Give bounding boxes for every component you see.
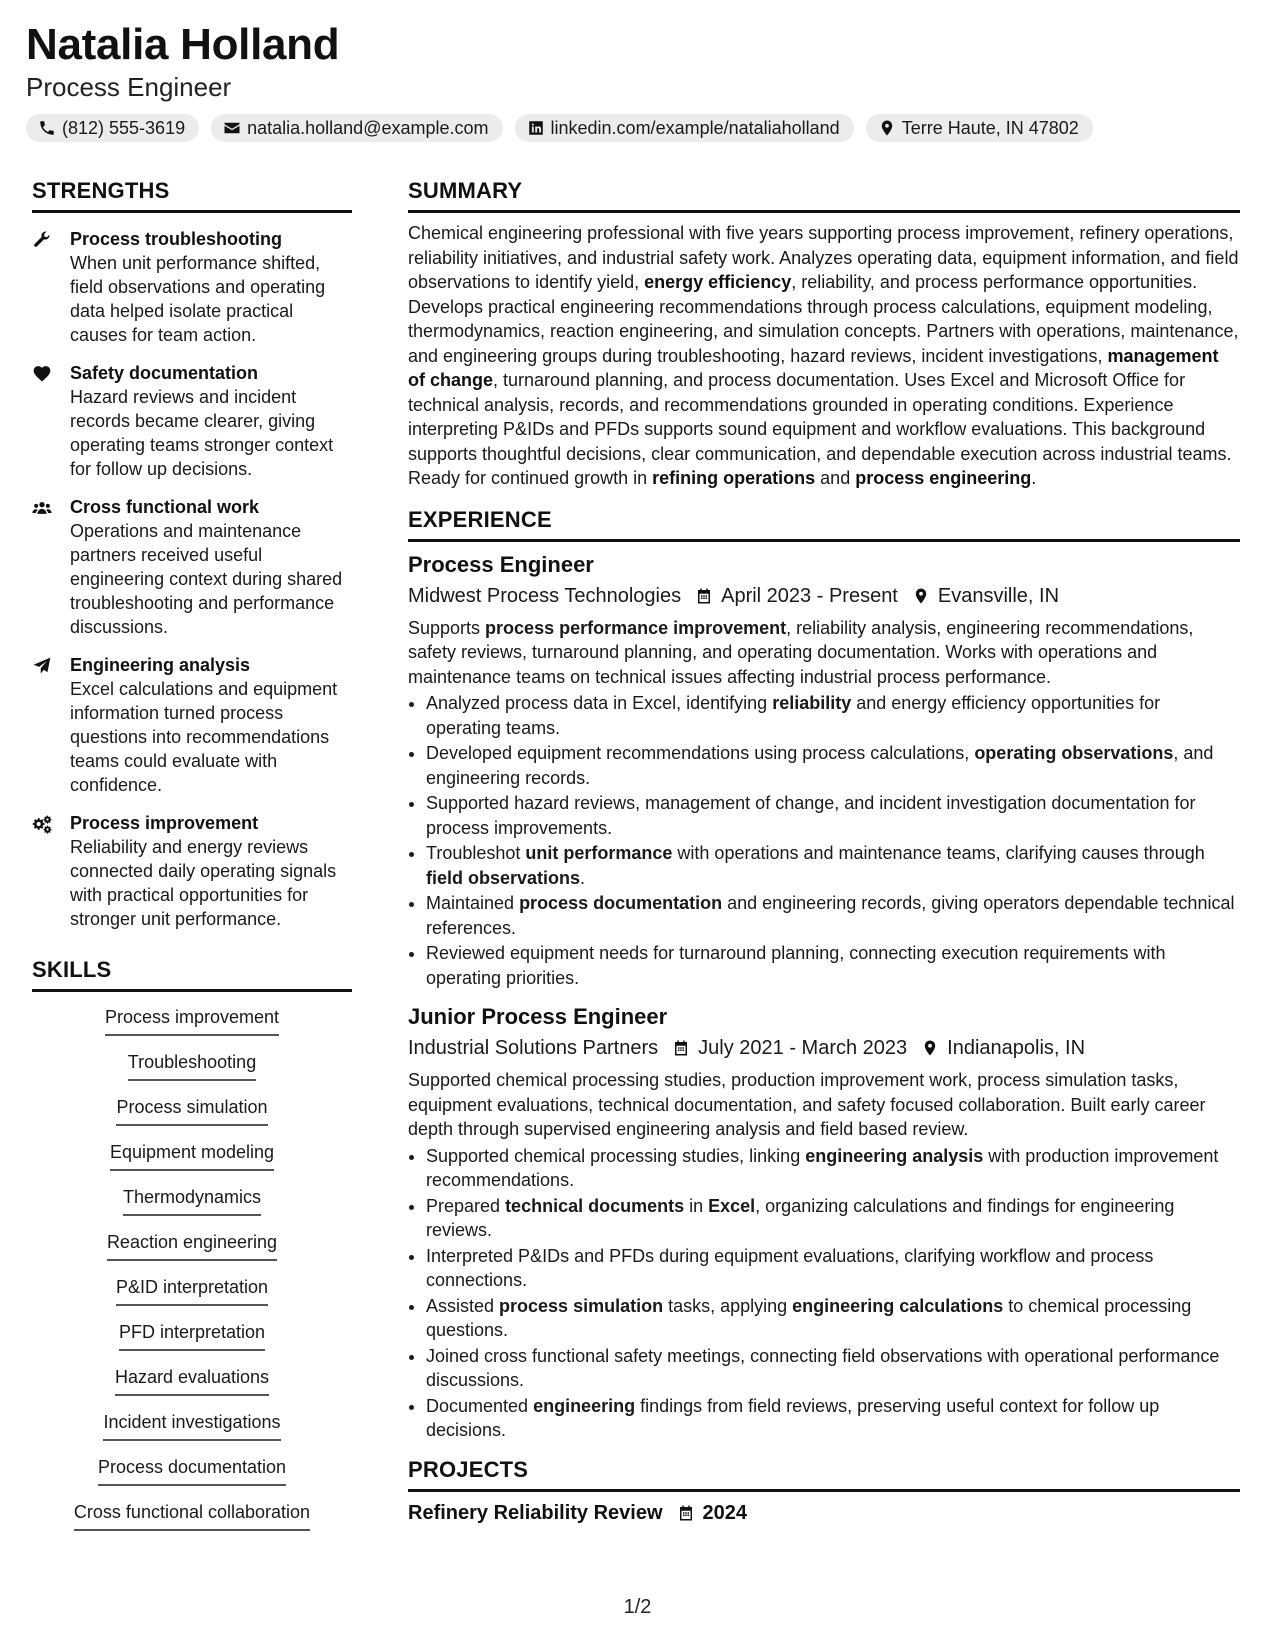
bold-text: field observations	[426, 867, 581, 888]
job-bullets	[408, 1144, 1240, 1443]
skill-tag: Process simulation	[116, 1094, 267, 1126]
projects-heading: PROJECTS	[408, 1457, 1240, 1492]
contact-location-text: Terre Haute, IN 47802	[901, 117, 1079, 138]
map-pin-icon	[878, 119, 896, 137]
summary-text: Chemical engineering professional with five years supporting process improvement, refinery operations, reliability initiatives, and industrial safety work. Analyzes operating data, equipment information, and field observations to identify yield, energy efficiency, reliability, and process performance opportunities. Develops practical engineering recommendations through process calculations, equipment modeling, thermodynamics, reaction engineering, and simulation concepts. Partners with operations, maintenance, and engineering groups during troubleshooting, hazard reviews, incident investigations, management of change, turnaround planning, and process documentation. Uses Excel and Microsoft Office for technical analysis, records, and recommendations grounded in operating conditions. Experience interpreting P&IDs and PFDs supports sound equipment and workflow evaluations. This background supports thoughtful decisions, clear communication, and dependable execution across industrial teams. Ready for continued growth in refining operations and process engineering.	[408, 223, 1239, 488]
map-pin-icon	[912, 587, 930, 605]
strength-title: Cross functional work	[70, 497, 260, 517]
skill-tag: Troubleshooting	[128, 1049, 256, 1081]
project-date: 2024	[702, 1501, 748, 1524]
list-item: • Reviewed equipment needs for turnaround planning, connecting execution requirements with operating priorities.	[426, 941, 1240, 990]
job-entry	[408, 1002, 1240, 1443]
skill-tag: Equipment modeling	[110, 1139, 274, 1171]
skill-tag: Process improvement	[105, 1004, 279, 1036]
experience-heading: EXPERIENCE	[408, 507, 1240, 542]
bold-text: process documentation	[519, 893, 723, 913]
skill-tag: Process documentation	[98, 1454, 286, 1486]
job-bullets	[408, 691, 1240, 990]
strength-title: Engineering analysis	[70, 655, 251, 675]
map-pin-icon	[921, 1039, 939, 1057]
skill-tag: Thermodynamics	[123, 1184, 261, 1216]
contact-bar	[26, 114, 1093, 142]
linkedin-icon	[527, 119, 545, 137]
strength-title: Process troubleshooting	[70, 229, 283, 249]
bold-text: refining operations	[652, 468, 816, 488]
skills-list	[32, 1004, 352, 1544]
strength-description: When unit performance shifted, field observations and operating data helped isolate practical causes for team action.	[70, 253, 326, 345]
phone-icon	[38, 119, 56, 137]
candidate-name: Natalia Holland	[26, 20, 340, 69]
strength-item	[32, 227, 352, 347]
project-entry	[408, 1502, 1240, 1525]
bold-text: engineering	[533, 1395, 636, 1416]
gears-icon	[32, 814, 52, 834]
contact-linkedin-text: linkedin.com/example/nataliaholland	[550, 117, 840, 138]
wrench-icon	[32, 230, 52, 250]
list-item: • Supported chemical processing studies, linking engineering analysis with production improvement recommendations.	[426, 1144, 1240, 1193]
skills-heading: SKILLS	[32, 957, 352, 992]
contact-phone[interactable]	[26, 114, 199, 142]
bold-text: engineering calculations	[792, 1295, 1004, 1316]
bold-text: operating observations	[974, 743, 1174, 763]
bold-text: energy efficiency	[644, 272, 792, 292]
job-dates: April 2023 - Present	[721, 584, 898, 607]
skill-tag: Hazard evaluations	[115, 1364, 269, 1396]
strength-title: Safety documentation	[70, 363, 259, 383]
strength-description: Reliability and energy reviews connected daily operating signals with practical opportunities for stronger unit performance.	[70, 837, 337, 929]
calendar-icon	[695, 587, 713, 605]
bold-text: engineering analysis	[805, 1145, 984, 1166]
contact-linkedin[interactable]	[515, 114, 854, 142]
contact-email[interactable]	[211, 114, 502, 142]
contact-email-text: natalia.holland@example.com	[247, 117, 489, 138]
candidate-role: Process Engineer	[26, 72, 232, 102]
job-description: Supported chemical processing studies, production improvement work, process simulation tasks, equipment evaluations, technical documentation, and safety focused collaboration. Built early career depth through supervised engineering analysis and field based review.	[408, 1070, 1206, 1139]
bold-text: process engineering	[855, 468, 1032, 488]
bold-text: process simulation	[499, 1295, 664, 1316]
calendar-icon	[672, 1039, 690, 1057]
job-meta	[408, 1034, 1240, 1062]
list-item: • Troubleshot unit performance with operations and maintenance teams, clarifying causes through field observations.	[426, 841, 1240, 890]
list-item: • Maintained process documentation and engineering records, giving operators dependable technical references.	[426, 891, 1240, 940]
job-company: Industrial Solutions Partners	[408, 1037, 659, 1059]
skill-tag: PFD interpretation	[119, 1319, 265, 1351]
contact-location[interactable]	[866, 114, 1093, 142]
list-item: • Developed equipment recommendations using process calculations, operating observations, and engineering records.	[426, 741, 1240, 790]
bold-text: Excel	[708, 1195, 756, 1216]
skill-tag: P&ID interpretation	[116, 1274, 268, 1306]
list-item: • Prepared technical documents in Excel, organizing calculations and findings for engineering reviews.	[426, 1194, 1240, 1243]
list-item: • Assisted process simulation tasks, applying engineering calculations to chemical processing questions.	[426, 1294, 1240, 1343]
list-item: • Analyzed process data in Excel, identifying reliability and energy efficiency opportunities for operating teams.	[426, 691, 1240, 740]
paper-plane-icon	[32, 656, 52, 676]
left-column	[32, 178, 352, 1544]
right-column	[408, 178, 1240, 1525]
list-item: • Documented engineering findings from field reviews, preserving useful context for follow up decisions.	[426, 1394, 1240, 1443]
summary-heading: SUMMARY	[408, 178, 1240, 213]
bold-text: management of change	[408, 345, 1219, 390]
job-location: Indianapolis, IN	[947, 1037, 1086, 1059]
bold-text: technical documents	[505, 1195, 685, 1216]
job-description: Supports process performance improvement, reliability analysis, engineering recommendations, safety reviews, turnaround planning, and operating documentation. Works with operations and maintenance teams on technical issues affecting industrial process performance.	[408, 617, 1194, 687]
strength-item	[32, 811, 352, 931]
job-meta	[408, 582, 1240, 610]
list-item: • Joined cross functional safety meetings, connecting field observations with operational performance discussions.	[426, 1344, 1240, 1393]
job-company: Midwest Process Technologies	[408, 584, 682, 607]
skill-tag: Cross functional collaboration	[74, 1499, 310, 1531]
job-title: Junior Process Engineer	[408, 1004, 668, 1029]
strength-title: Process improvement	[70, 813, 259, 833]
project-title: Refinery Reliability Review	[408, 1501, 663, 1524]
users-icon	[32, 498, 52, 518]
job-dates: July 2021 - March 2023	[698, 1037, 908, 1059]
job-entry	[408, 550, 1240, 991]
bold-text: reliability	[772, 693, 852, 713]
strength-item	[32, 361, 352, 481]
skill-tag: Incident investigations	[103, 1409, 280, 1441]
list-item: • Interpreted P&IDs and PFDs during equipment evaluations, clarifying workflow and process connections.	[426, 1244, 1240, 1293]
envelope-icon	[223, 119, 241, 137]
strength-description: Operations and maintenance partners received useful engineering context during shared troubleshooting and performance discussions.	[70, 521, 343, 637]
heart-icon	[32, 364, 52, 384]
bold-text: process performance improvement	[485, 617, 787, 638]
calendar-icon	[677, 1504, 695, 1522]
strength-description: Excel calculations and equipment information turned process questions into recommendations teams could evaluate with confidence.	[70, 679, 338, 795]
page-number: 1/2	[623, 1596, 652, 1618]
job-title: Process Engineer	[408, 551, 594, 577]
strength-item	[32, 495, 352, 639]
skill-tag: Reaction engineering	[107, 1229, 277, 1261]
job-location: Evansville, IN	[937, 584, 1060, 607]
bold-text: unit performance	[525, 843, 673, 863]
strength-description: Hazard reviews and incident records became clearer, giving operating teams stronger context for follow up decisions.	[70, 387, 334, 479]
strengths-heading: STRENGTHS	[32, 178, 352, 213]
list-item: • Supported hazard reviews, management of change, and incident investigation documentation for process improvements.	[426, 791, 1240, 840]
strength-item	[32, 653, 352, 797]
contact-phone-text: (812) 555-3619	[62, 117, 186, 138]
